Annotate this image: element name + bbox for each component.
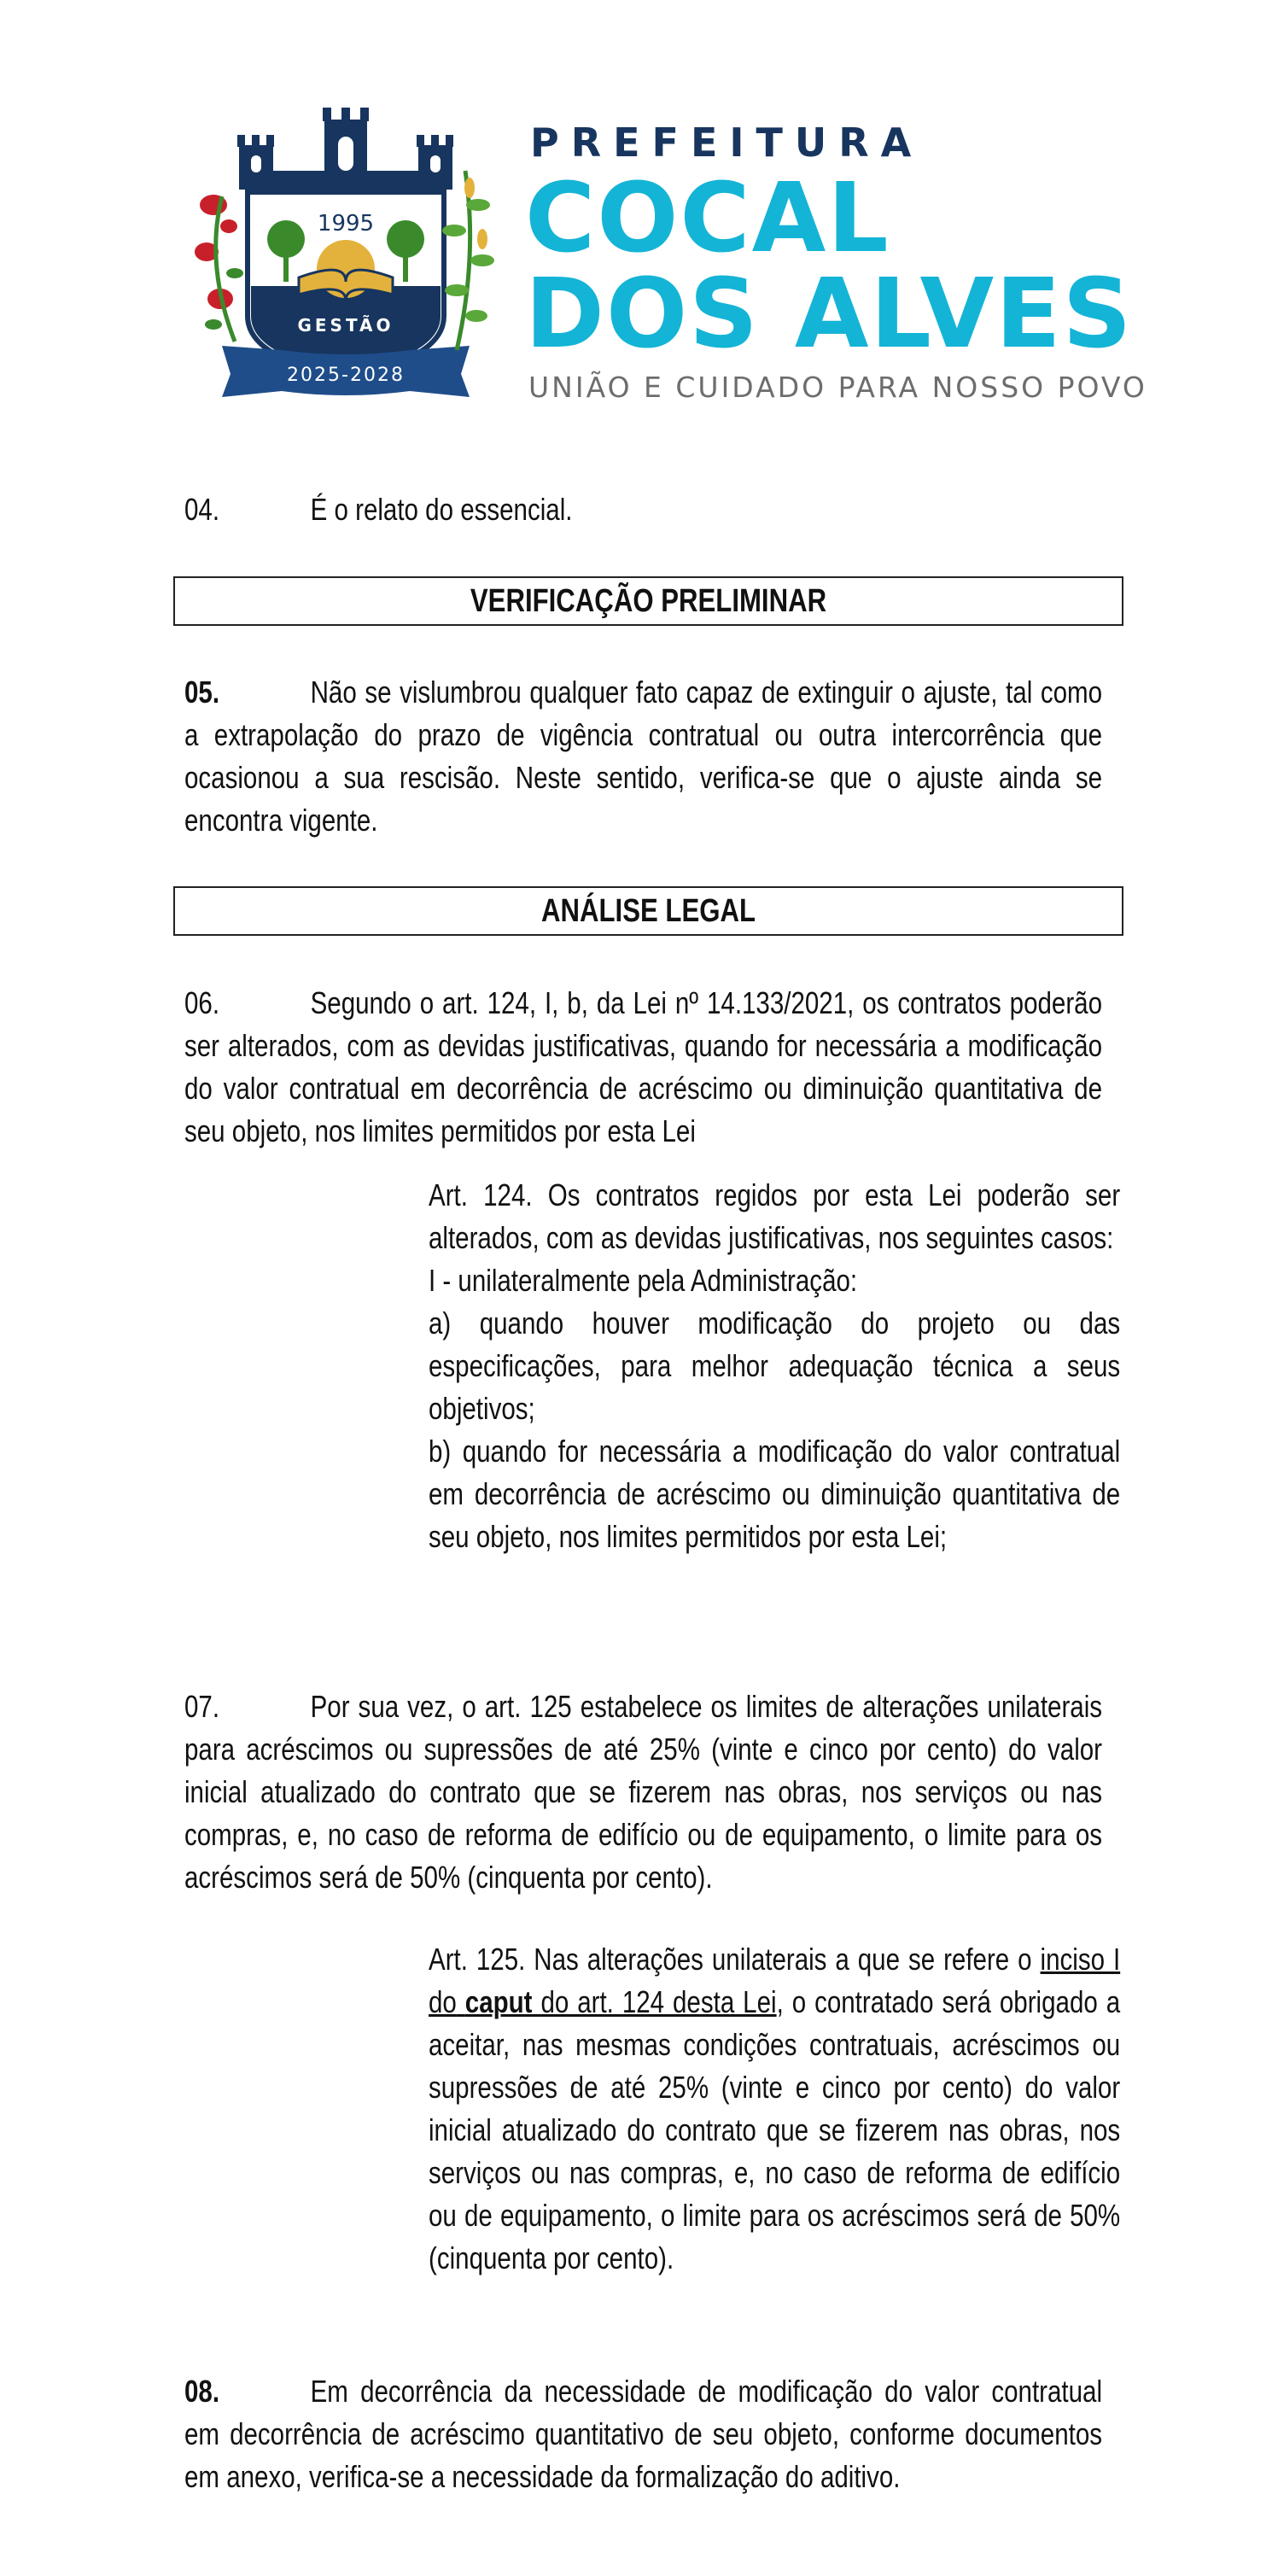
quote-item-b: b) quando for necessária a modificação do valor contratual em decorrência de acréscimo ou diminuição quantitativa de seu objeto, nos limites permitidos por esta Lei;: [429, 1434, 1121, 1554]
municipality-motto: UNIÃO E CUIDADO PARA NOSSO POVO: [528, 371, 1147, 404]
paragraph-number: 04.: [184, 492, 220, 527]
crest-term: 2025-2028: [287, 365, 405, 386]
quote-text-start: Art. 125. Nas alterações unilaterais a que se refere o: [429, 1942, 1032, 1977]
paragraph-text: Em decorrência da necessidade de modificação do valor contratual em decorrência de acréscimo quantitativo de seu objeto, conforme documentos em anexo, verifica-se a necessidade da formalização do aditivo.: [184, 2374, 1103, 2494]
quote-text-end: , o contratado será obrigado a aceitar, nas mesmas condições contratuais, acréscimos ou supressões de até 25% (vinte e cinco por cento) do valor inicial atualizado do contrato que se fizerem nas obras, nos serviços ou nas compras, e, no caso de reforma de edifício ou de equipamento, o limite para os acréscimos será de 50% (cinquenta por cento).: [429, 1984, 1121, 2275]
paragraph-07: [184, 1685, 1102, 1899]
paragraph-text: Segundo o art. 124, I, b, da Lei nº 14.133/2021, os contratos poderão ser alterados, com as devidas justificativas, quando for necessária a modificação do valor contratual em decorrência de acréscimo ou diminuição quantitativa de seu objeto, nos limites permitidos por esta Lei: [184, 985, 1103, 1148]
section-heading-text: ANÁLISE LEGAL: [540, 893, 756, 929]
paragraph-05: [184, 671, 1102, 842]
municipality-wordmark: [525, 120, 1147, 404]
paragraph-04: [184, 488, 1102, 531]
paragraph-text: Por sua vez, o art. 125 estabelece os limites de alterações unilaterais para acréscimos ou supressões de até 25% (vinte e cinco por cento) do valor inicial atualizado do contrato que se fizerem nas obras, nos serviços ou nas compras, e, no caso de reforma de edifício ou de equipamento, o limite para os acréscimos será de 50% (cinquenta por cento).: [184, 1689, 1103, 1895]
quote-art-124: [429, 1174, 1120, 1558]
section-heading-analise: [173, 886, 1123, 936]
crest-year: 1995: [317, 211, 375, 237]
link-part-caput: caput: [464, 1984, 533, 2019]
quote-intro: Art. 124. Os contratos regidos por esta Lei poderão ser alterados, com as devidas justificativas, nos seguintes casos:: [429, 1177, 1121, 1255]
paragraph-number: 06.: [184, 985, 220, 1020]
link-part-inciso: inciso I do: [429, 1942, 1121, 2019]
municipal-crest-logo: [188, 102, 504, 418]
link-part-article: do art. 124 desta Lei: [540, 1984, 777, 2019]
city-name-line2: DOS ALVES: [525, 259, 1134, 370]
paragraph-08: [184, 2370, 1102, 2498]
paragraph-number: 07.: [184, 1689, 220, 1724]
quote-art-125: [429, 1938, 1120, 2280]
section-heading-verificacao: [173, 576, 1123, 626]
quote-item-a: a) quando houver modificação do projeto ou das especificações, para melhor adequação técnica a seus objetivos;: [429, 1306, 1121, 1426]
city-name-line1: COCAL: [525, 163, 890, 274]
quote-inciso: I - unilateralmente pela Administração:: [429, 1263, 858, 1298]
paragraph-text: É o relato do essencial.: [310, 492, 573, 527]
paragraph-text: Não se vislumbrou qualquer fato capaz de extinguir o ajuste, tal como a extrapolação do prazo de vigência contratual ou outra intercorrência que ocasionou a sua rescisão. Neste sentido, verifica-se que o ajuste ainda se encontra vigente.: [184, 675, 1103, 838]
paragraph-number: 08.: [184, 2374, 220, 2409]
prefeitura-label: PREFEITURA: [530, 120, 924, 166]
paragraph-06: [184, 982, 1102, 1153]
section-heading-text: VERIFICAÇÃO PRELIMINAR: [470, 583, 827, 619]
paragraph-number: 05.: [184, 675, 220, 710]
crest-gestao: GESTÃO: [297, 315, 394, 336]
letterhead: [188, 102, 1147, 418]
